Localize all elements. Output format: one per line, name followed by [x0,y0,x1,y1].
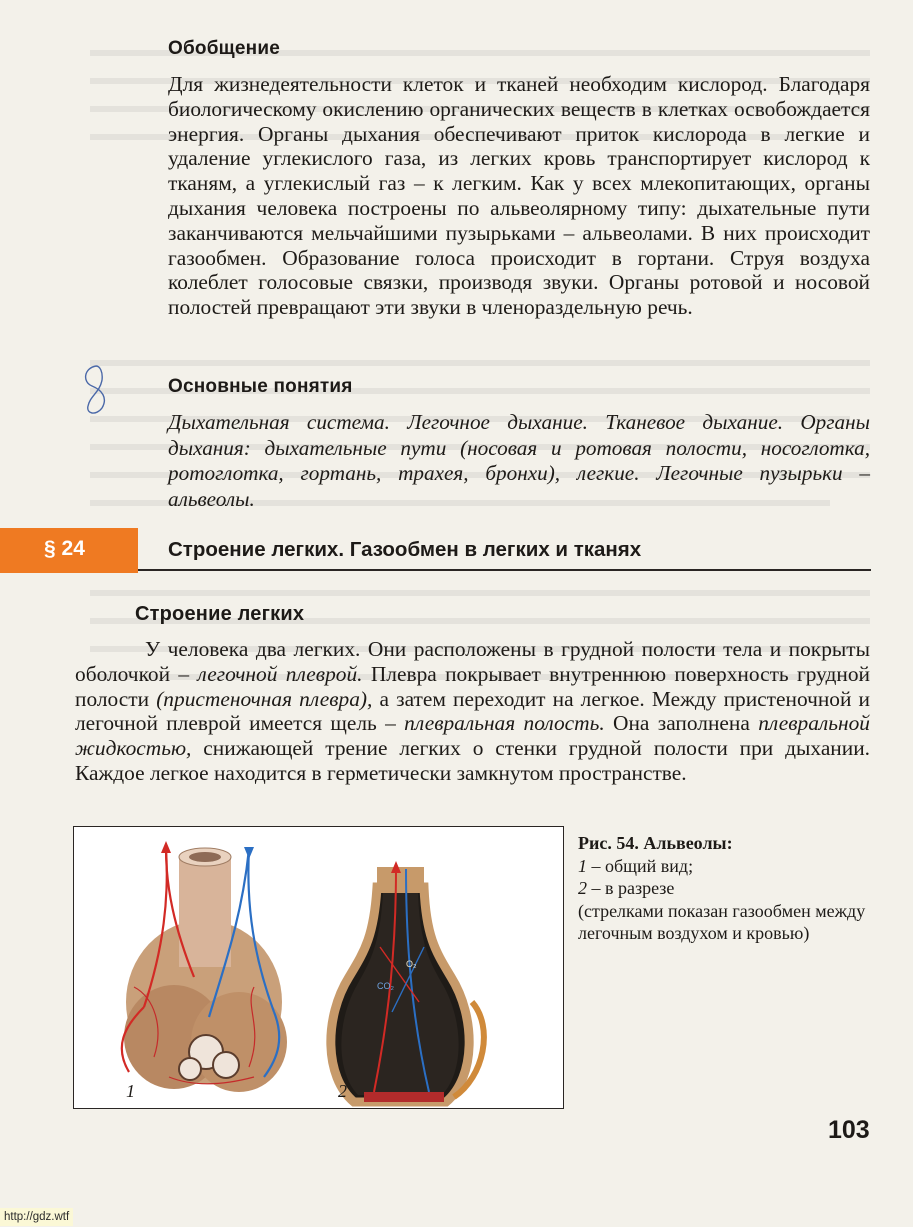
term-pleural-cavity: плевральная полость. [404,711,605,736]
figure-caption [578,832,868,945]
watermark-link[interactable]: http://gdz.wtf [0,1208,73,1226]
figure-alveoli [73,826,564,1109]
caption-title: Рис. 54. Альвеолы: [578,833,733,853]
lungs-text-a: У человека два легких. Они расположены в грудной полости тела и покрыты оболочкой – [75,637,870,686]
term-parietal-pleura: (пристеночная плевра), [156,686,373,711]
caption-line-1 [578,855,868,878]
caption-line-2-text: – в разрезе [587,878,675,898]
subsection-heading: Строение легких [135,603,305,625]
section-rule [138,569,871,571]
lungs-text-c: а затем переходит на легкое. Между пристеночной и легочной плеврой имеется щель – [75,686,871,736]
term-pleural-fluid: плевральной жидкостью, [75,711,870,761]
caption-line-2-number: 2 [578,878,587,898]
concepts-paragraph: Дыхательная система. Легочное дыхание. Тканевое дыхание. Органы дыхания: дыхательные пути (носовая и ротовая полости, носоглотка, ротоглотка, гортань, трахея, бронхи), легкие. Легочные пузырьки – альвеолы. [168,410,870,511]
alveoli-section-view [331,861,484,1102]
figure-label-2: 2 [338,1081,347,1101]
page-number: 103 [828,1116,870,1144]
caption-line-1-number: 1 [578,855,587,876]
lungs-text-d: Она заполнена [604,711,759,736]
caption-line-3: (стрелками показан газообмен между легочным воздухом и кровью) [578,900,866,943]
figure-label-1: 1 [126,1081,135,1101]
summary-paragraph: Для жизнедеятельности клеток и тканей необходим кислород. Благодаря биологическому окислению органических веществ в клетках освобождается энергия. Органы дыхания обеспечивают приток кислорода в легкие и удаление углекислого газа, из легких кровь транспортирует кислород к тканям, а углекислый газ – к легким. Как у всех млекопитающих, органы дыхания человека построены по альвеолярному типу: дыхательные пути заканчиваются мельчайшими пузырьками – альвеолами. В них происходит газообмен. Образование голоса происходит в гортани. Струя воздуха колеблет голосовые связки, производя звуки. Органы ротовой и носовой полостей превращают эти звуки в членораздельную речь. [168,72,870,320]
caption-line-1-text: – общий вид; [587,855,694,876]
term-pulmonary-pleura: легочной плеврой. [197,661,363,686]
label-co2: CO₂ [377,981,394,991]
section-number: § 24 [44,537,85,560]
label-o2: O₂ [406,959,417,969]
pencil-scribble [78,362,118,420]
summary-heading: Обобщение [168,38,280,59]
lungs-text-e: снижающей трение легких о стенки грудной полости при дыхании. Каждое легкое находится в герметически замкнутом пространстве. [75,736,870,785]
alveoli-general-view [122,841,287,1092]
caption-line-2 [578,877,868,900]
lungs-paragraph [75,637,870,786]
section-title: Строение легких. Газообмен в легких и тканях [168,538,642,561]
concepts-heading: Основные понятия [168,376,353,397]
lungs-text-b: Плевра покрывает внутреннюю поверхность грудной полости [75,661,871,711]
alveoli-illustration [74,827,563,1108]
